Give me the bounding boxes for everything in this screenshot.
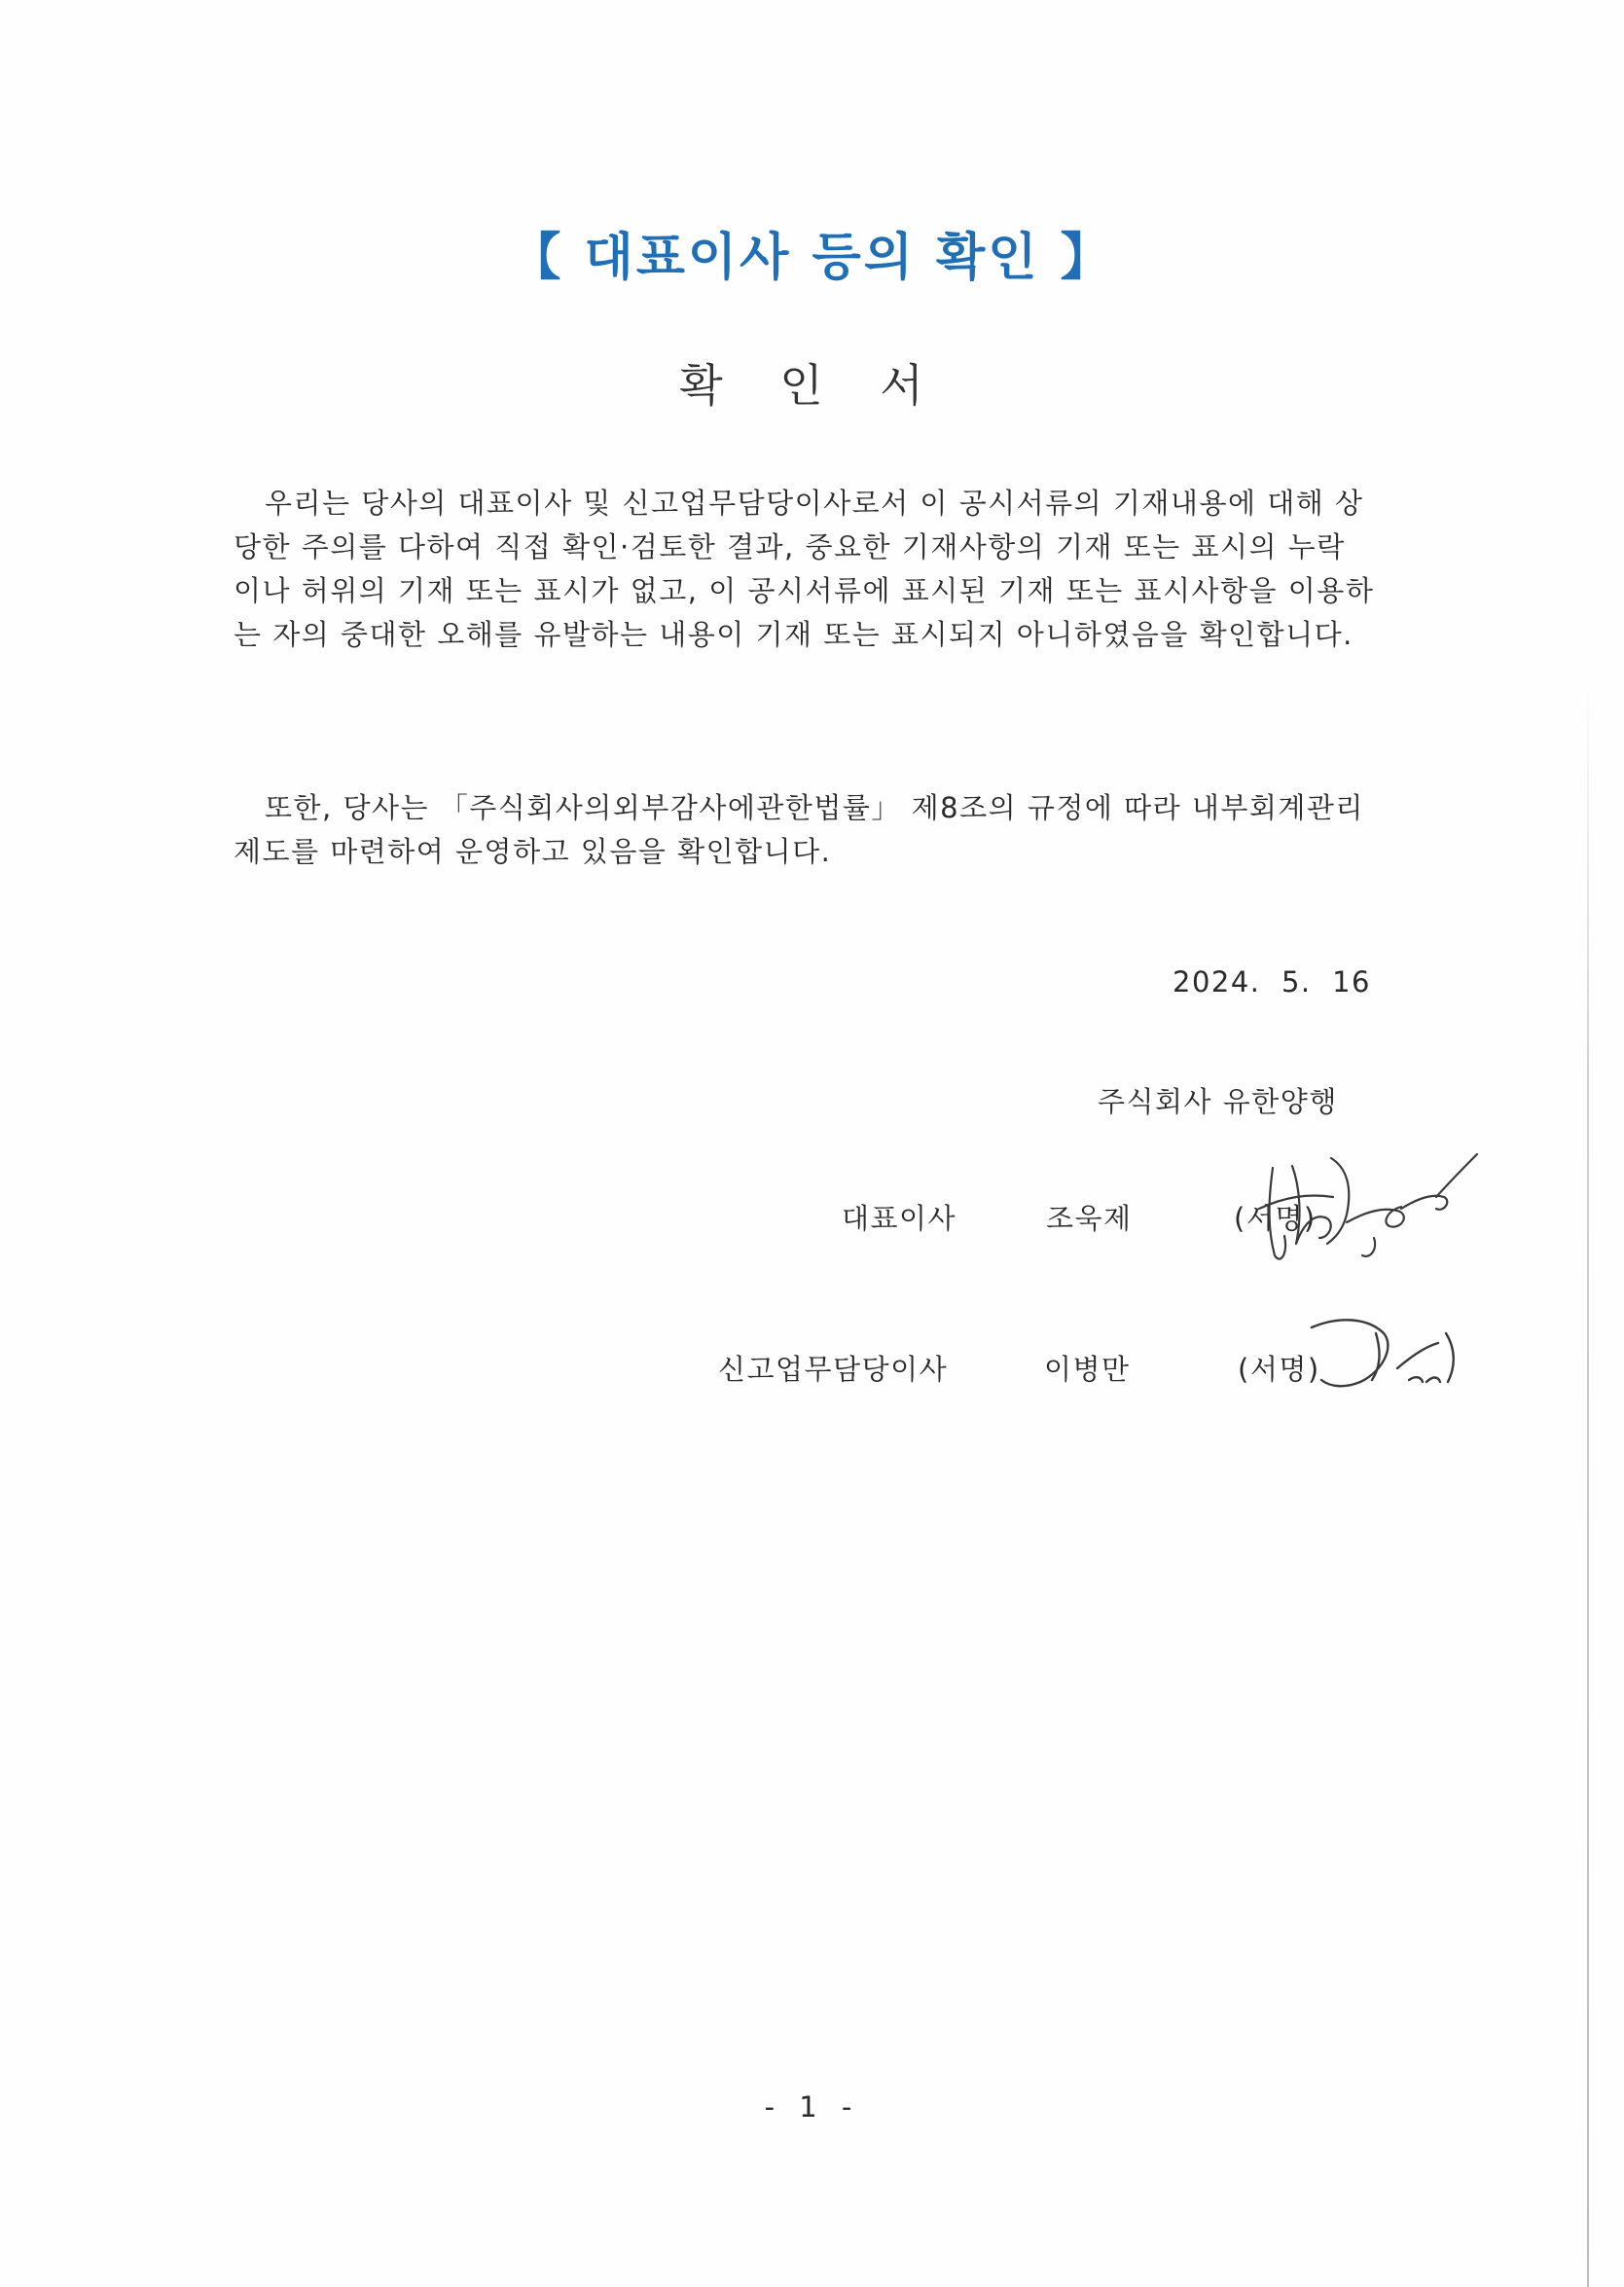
signature-label: (서명) [1234,1202,1317,1235]
signatory-row-ceo [0,1197,1624,1255]
scan-edge-line [1587,681,1589,2287]
confirmation-paragraph [234,482,1375,657]
signature-label: (서명) [1238,1353,1320,1386]
paragraph-line: 또한, 당사는 「주식회사의외부감사에관한법률」 제8조의 규정에 따라 내부회계관리 [265,791,1364,824]
paragraph-line: 이나 허위의 기재 또는 표시가 없고, 이 공시서류에 표시된 기재 또는 표시사항을 이용하 [234,574,1375,607]
paragraph-line: 당한 주의를 다하여 직접 확인·검토한 결과, 중요한 기재사항의 기재 또는 표시의 누락 [234,530,1346,563]
signatory-role: 신고업무담당이사 [718,1353,949,1386]
signatory-role: 대표이사 [842,1202,957,1235]
document-title: 확 인 서 [679,359,945,412]
company-name: 주식회사 유한양행 [1098,1085,1338,1118]
signatory-name: 이병만 [1044,1353,1131,1386]
paragraph-line: 우리는 당사의 대표이사 및 신고업무담당이사로서 이 공시서류의 기재내용에 대해 상 [265,487,1364,520]
paragraph-line: 는 자의 중대한 오해를 유발하는 내용이 기재 또는 표시되지 아니하였음을 확인합니다. [234,618,1353,651]
signatory-row-disclosure-officer [0,1348,1624,1406]
header-title: 【 대표이사 등의 확인 】 [510,229,1114,287]
document-date: 2024. 5. 16 [1173,965,1371,998]
signatory-name: 조욱제 [1046,1202,1133,1235]
paragraph-line: 제도를 마련하여 운영하고 있음을 확인합니다. [234,835,832,868]
page-number: - 1 - [764,2090,860,2124]
internal-control-paragraph [234,786,1372,874]
